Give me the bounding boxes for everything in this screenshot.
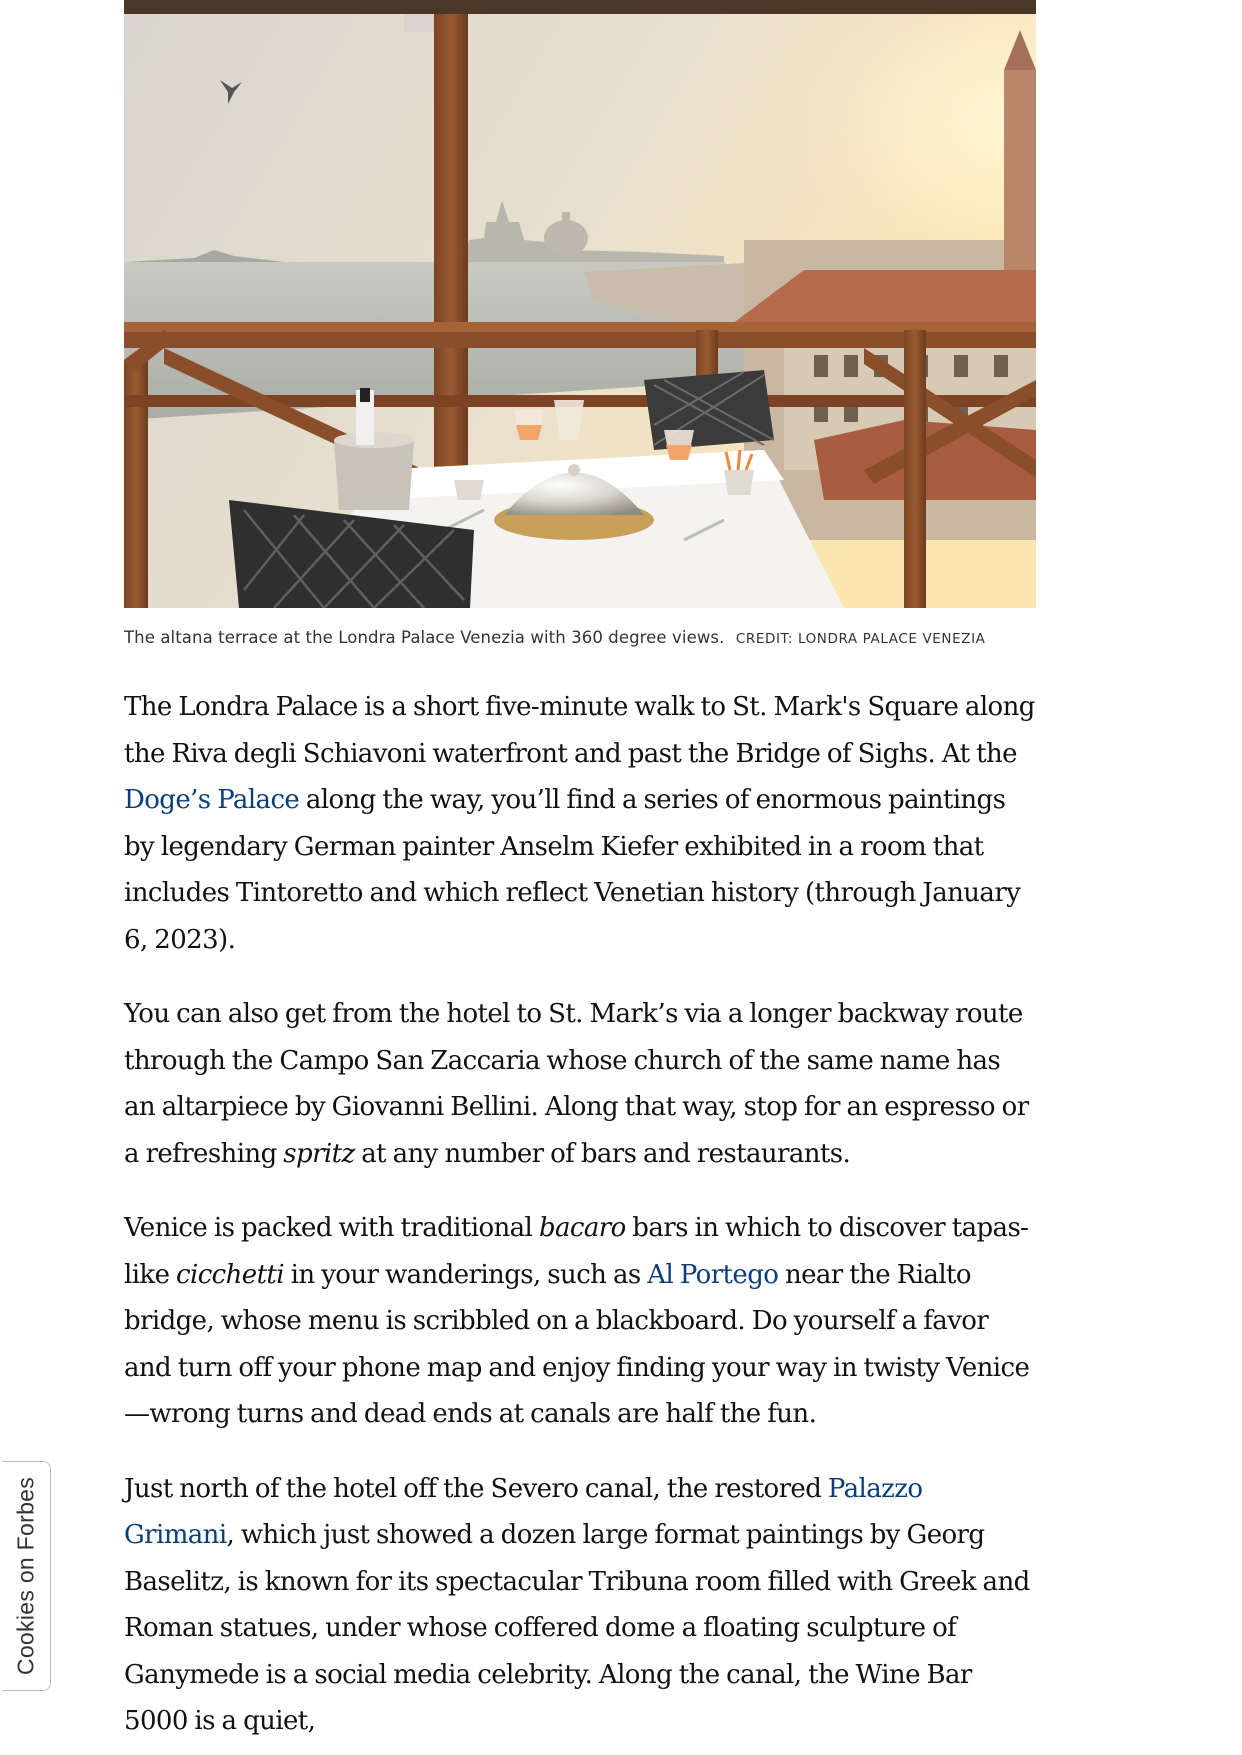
p1-text-2: along the way, you’ll find a series of enormous paintings by legendary German painter Anselm Kiefer exhibited in a room that includes Tintoretto and which reflect Venetian history (through January 6, 2023). xyxy=(124,785,1021,955)
cookies-tab-label: Cookies on Forbes xyxy=(12,1476,39,1676)
paragraph-3 xyxy=(124,1205,1036,1438)
photo-credit: CREDIT: LONDRA PALACE VENEZIA xyxy=(735,631,986,647)
p4-text-2: , which just showed a dozen large format paintings by Georg Baselitz, is known for its spectacular Tribuna room filled with Greek and Roman statues, under whose coffered dome a floating sculpture of Ganymede is a social media celebrity. Along the canal, the Wine Bar 5000 is a quiet, xyxy=(124,1520,1030,1736)
p3-text-3: in your wanderings, such as xyxy=(284,1259,648,1290)
p2-italic-spritz: spritz xyxy=(283,1138,355,1169)
paragraph-4 xyxy=(124,1466,1036,1745)
photo-caption xyxy=(124,621,1036,656)
p2-text-2: at any number of bars and restaurants. xyxy=(354,1138,851,1169)
p4-text-1: Just north of the hotel off the Severo canal, the restored xyxy=(124,1473,828,1504)
p3-text-4: near the Rialto bridge, whose menu is scribbled on a blackboard. Do yourself a favor and turn off your phone map and enjoy finding your way in twisty Venice —wrong turns and dead ends at canals are half the fun. xyxy=(124,1259,1030,1429)
doges-palace-link[interactable]: Doge’s Palace xyxy=(124,785,300,815)
palazzo-grimani-link[interactable]: Palazzo Grimani xyxy=(124,1473,923,1550)
caption-text: The altana terrace at the Londra Palace Venezia with 360 degree views. xyxy=(124,628,725,647)
cookies-on-forbes-tab[interactable] xyxy=(2,1461,51,1691)
p3-italic-bacaro: bacaro xyxy=(538,1213,626,1243)
altana-terrace-photo xyxy=(124,0,1036,608)
p3-text-2: bars in which to discover tapas-like xyxy=(124,1213,1029,1290)
p3-text-1: Venice is packed with traditional xyxy=(124,1213,539,1243)
paragraph-2 xyxy=(124,991,1036,1177)
p1-text-1: The Londra Palace is a short five-minute walk to St. Mark's Square along the Riva degli Schiavoni waterfront and past the Bridge of Sighs. At the xyxy=(124,692,1035,769)
p2-text-1: You can also get from the hotel to St. Mark’s via a longer backway route through the Campo San Zaccaria whose church of the same name has an altarpiece by Giovanni Bellini. Along that way, stop for an espresso or a refreshing xyxy=(124,999,1029,1169)
article-body xyxy=(124,0,1036,1745)
paragraph-1 xyxy=(124,684,1036,963)
al-portego-link[interactable]: Al Portego xyxy=(647,1259,779,1290)
p3-italic-cicchetti: cicchetti xyxy=(176,1259,284,1290)
